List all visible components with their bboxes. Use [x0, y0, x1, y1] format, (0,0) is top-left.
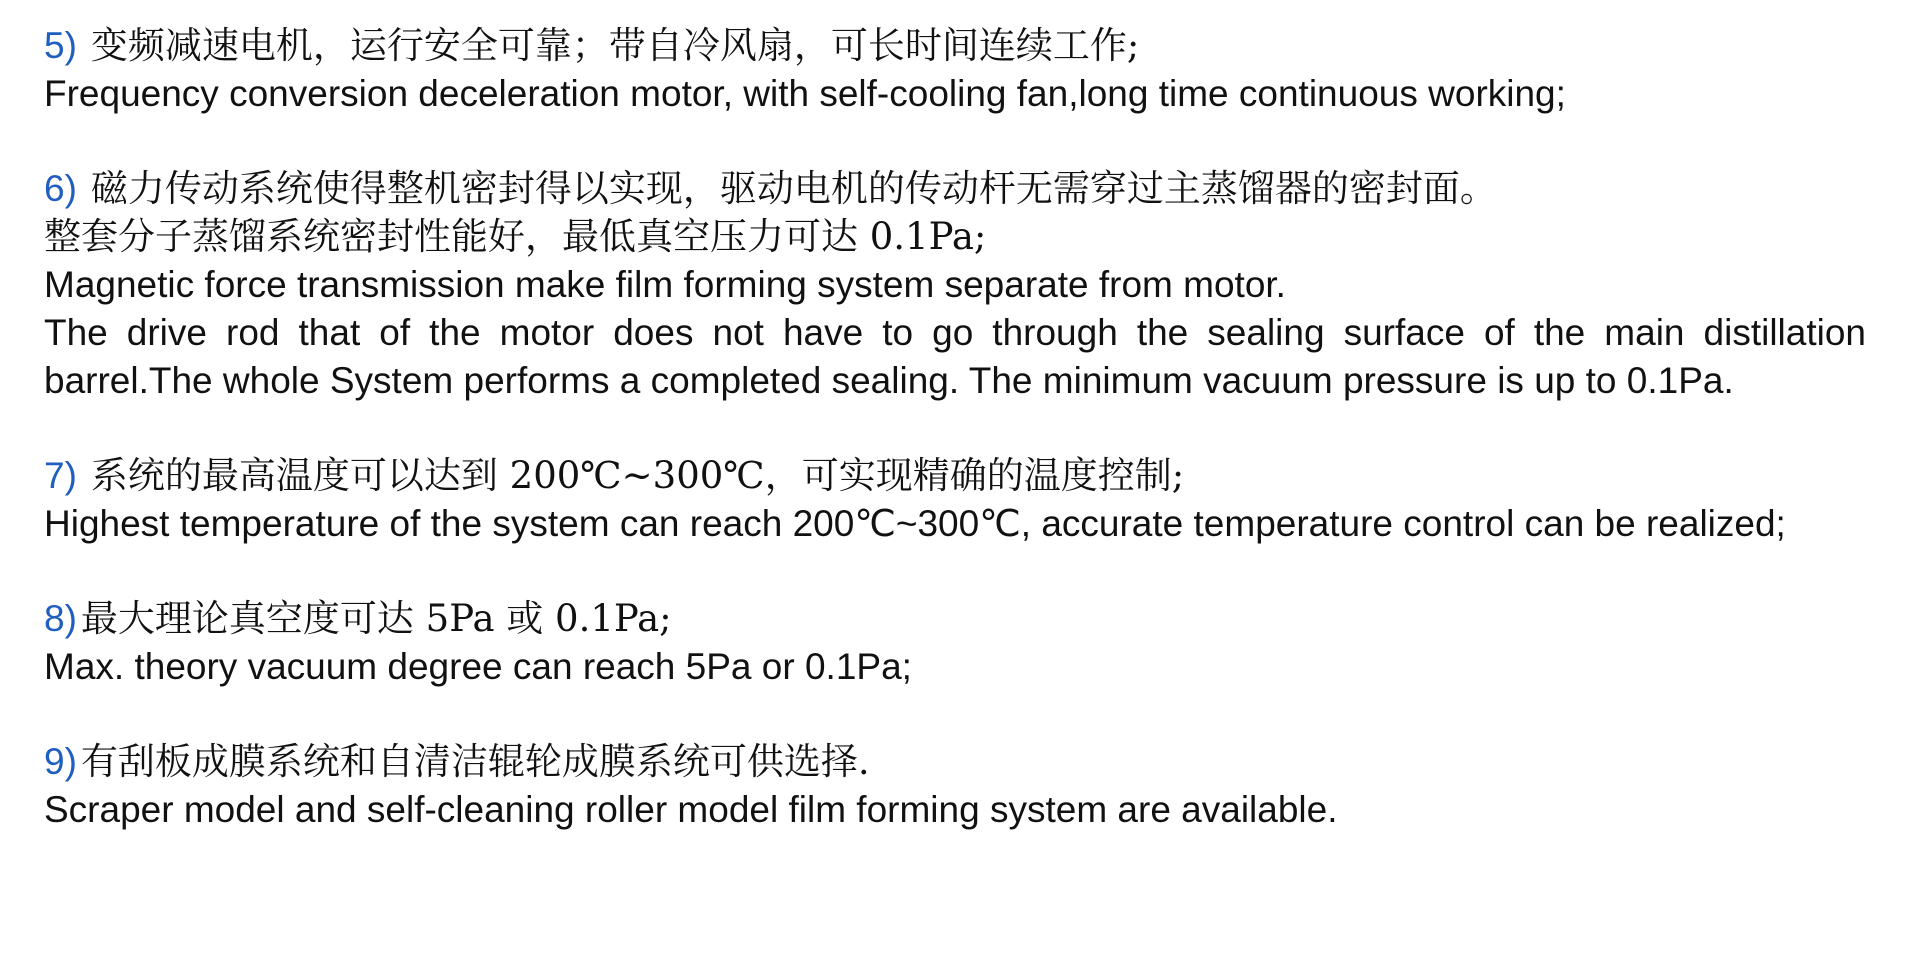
item-number: 6)	[44, 168, 77, 209]
feature-zh-line	[44, 165, 1866, 213]
feature-item-5	[44, 22, 1866, 118]
feature-en-text: Max. theory vacuum degree can reach 5Pa or 0.1Pa;	[44, 646, 912, 687]
feature-zh-text: 有刮板成膜系统和自清洁辊轮成膜系统可供选择.	[80, 740, 870, 783]
feature-en-text: Frequency conversion deceleration motor, with self-cooling fan,long time continuous working;	[44, 73, 1566, 114]
feature-en-text-2: The drive rod that of the motor does not have to go through the sealing surface of the main distillation barrel.The whole System performs a completed sealing. The minimum vacuum pressure is up to 0.1Pa.	[44, 312, 1866, 401]
item-number: 7)	[44, 455, 77, 496]
feature-en-text: Highest temperature of the system can reach 200℃~300℃, accurate temperature control can be realized;	[44, 503, 1786, 544]
feature-item-6	[44, 165, 1866, 405]
feature-item-9	[44, 738, 1866, 834]
feature-item-8	[44, 595, 1866, 691]
feature-item-7	[44, 452, 1866, 548]
feature-zh-line	[44, 22, 1866, 70]
feature-en-text: Scraper model and self-cleaning roller model film forming system are available.	[44, 789, 1338, 830]
item-number: 5)	[44, 25, 77, 66]
feature-zh-text: 最大理论真空度可达 5Pa 或 0.1Pa;	[80, 597, 672, 640]
feature-zh-line	[44, 595, 1866, 643]
feature-zh-text: 系统的最高温度可以达到 200℃~300℃，可实现精确的温度控制;	[90, 454, 1185, 497]
feature-zh-text: 变频减速电机，运行安全可靠；带自冷风扇，可长时间连续工作;	[90, 24, 1140, 67]
feature-zh-text-2: 整套分子蒸馏系统密封性能好，最低真空压力可达 0.1Pa;	[44, 215, 987, 258]
feature-zh-line	[44, 452, 1866, 500]
item-number: 9)	[44, 741, 77, 782]
feature-list	[44, 22, 1866, 834]
feature-en-text: Magnetic force transmission make film forming system separate from motor.	[44, 264, 1286, 305]
feature-zh-line	[44, 738, 1866, 786]
item-number: 8)	[44, 598, 77, 639]
feature-zh-text: 磁力传动系统使得整机密封得以实现，驱动电机的传动杆无需穿过主蒸馏器的密封面。	[90, 167, 1497, 210]
